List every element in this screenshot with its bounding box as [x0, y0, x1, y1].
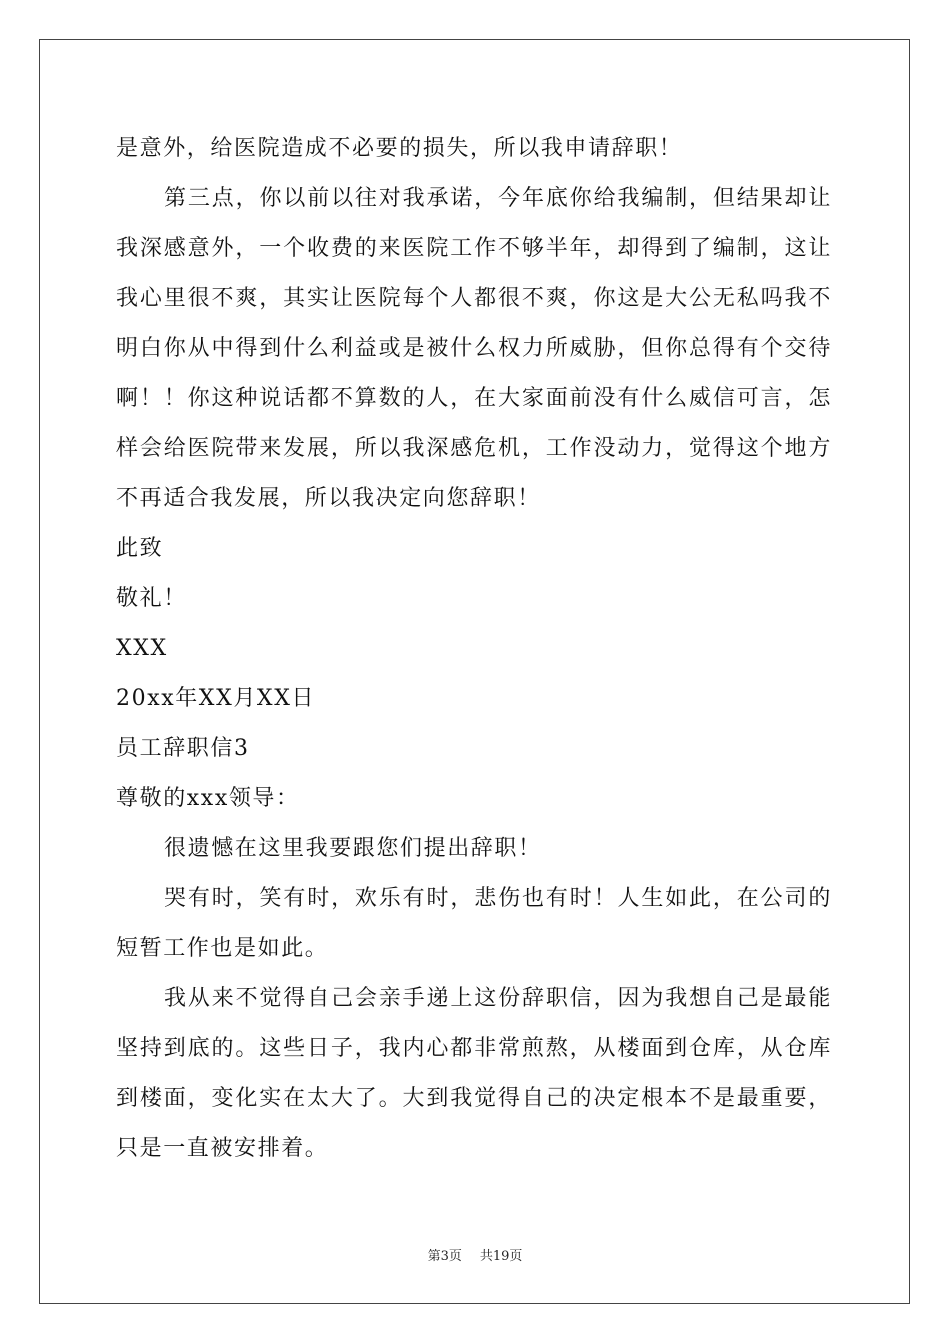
section-title: 员工辞职信3 — [116, 736, 250, 761]
paragraph: 哭有时，笑有时，欢乐有时，悲伤也有时！人生如此，在公司的短暂工作也是如此。 — [116, 886, 832, 961]
paragraph: 很遗憾在这里我要跟您们提出辞职！ — [164, 836, 542, 861]
page-number: 第3页 — [427, 1249, 462, 1264]
signature-name: XXX — [116, 636, 168, 661]
page-footer — [0, 1249, 950, 1265]
signature-date: 20xx年XX月XX日 — [116, 686, 316, 711]
document-body — [116, 124, 832, 1174]
letter-greeting: 尊敬的xxx领导： — [116, 786, 300, 811]
closing-salutation: 此致 — [116, 536, 164, 561]
page-total: 共19页 — [479, 1249, 523, 1264]
paragraph: 第三点，你以前以往对我承诺，今年底你给我编制，但结果却让我深感意外，一个收费的来医院工作不够半年，却得到了编制，这让我心里很不爽，其实让医院每个人都很不爽，你这是大公无私吗我不明白你从中得到什么利益或是被什么权力所威胁，但你总得有个交待啊！！你这种说话都不算数的人，在大家面前没有什么威信可言，怎样会给医院带来发展，所以我深感危机，工作没动力，觉得这个地方不再适合我发展，所以我决定向您辞职！ — [116, 186, 832, 511]
paragraph: 是意外，给医院造成不必要的损失，所以我申请辞职！ — [116, 136, 683, 161]
paragraph: 我从来不觉得自己会亲手递上这份辞职信，因为我想自己是最能坚持到底的。这些日子，我内心都非常煎熬，从楼面到仓库，从仓库到楼面，变化实在太大了。大到我觉得自己的决定根本不是最重要，只是一直被安排着。 — [116, 986, 832, 1161]
closing-regards: 敬礼！ — [116, 586, 187, 611]
